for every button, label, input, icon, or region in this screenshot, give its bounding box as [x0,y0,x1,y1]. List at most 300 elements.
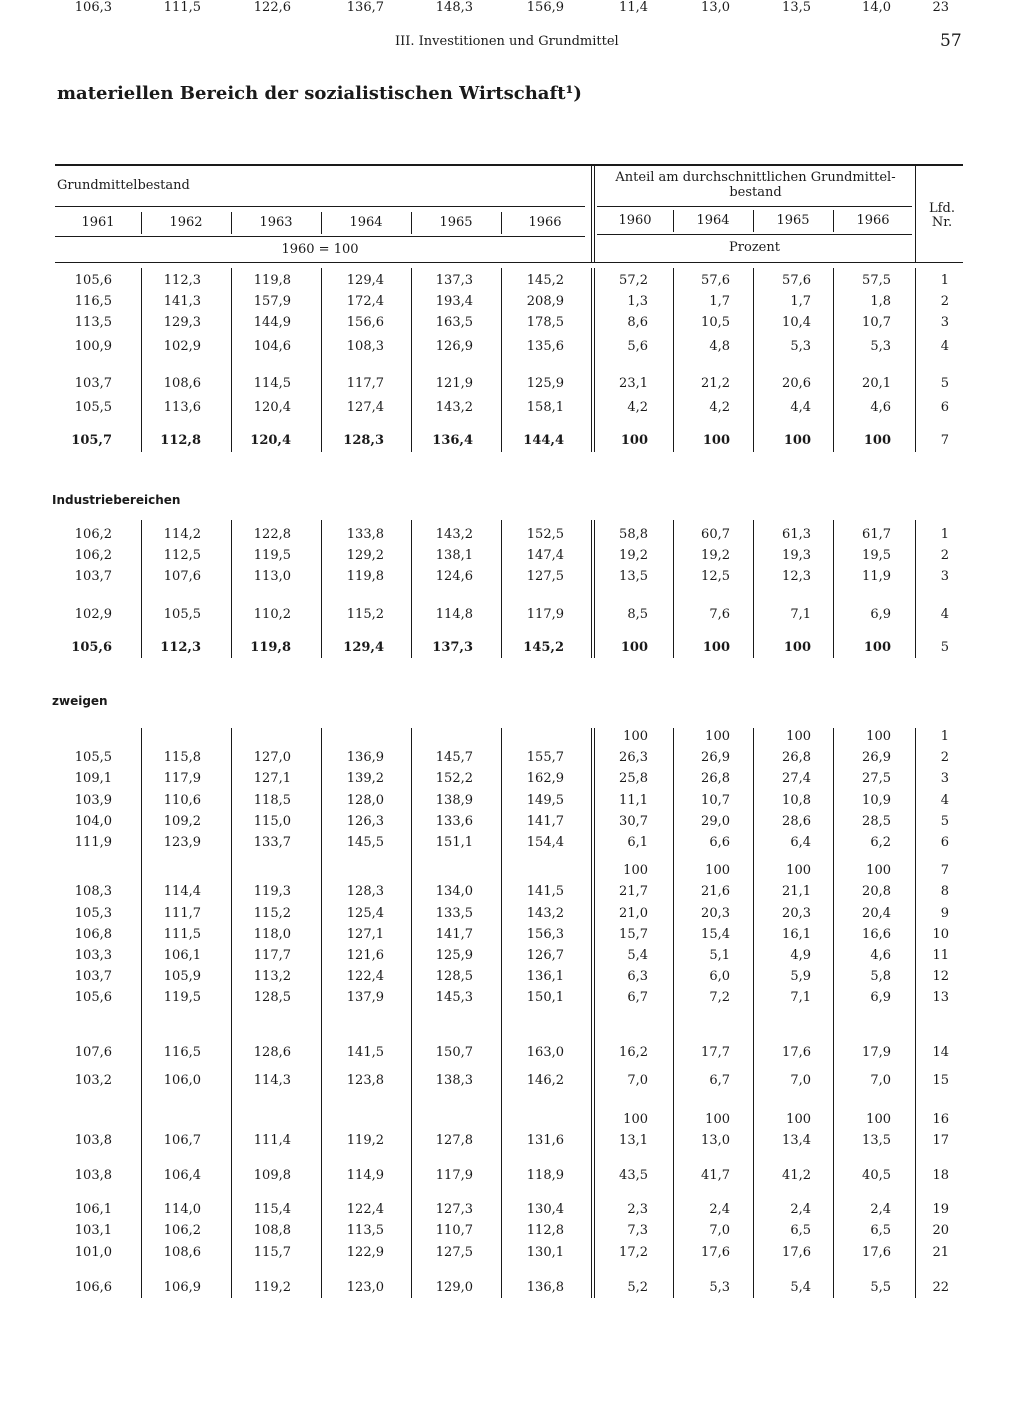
table-cell: 61,7 [862,527,891,542]
row-number: 1 [940,527,949,542]
table-cell: 115,8 [163,750,201,765]
table-cell: 100 [863,640,891,655]
table-cell: 2,3 [627,1202,648,1217]
table-cell: 126,7 [526,948,564,963]
table-cell: 111,4 [253,1133,291,1148]
table-cell: 136,9 [346,750,384,765]
table-cell: 106,9 [163,1280,201,1295]
table-row [0,527,1024,545]
table-cell: 149,5 [526,793,564,808]
table-cell: 109,1 [74,771,112,786]
table-cell: 145,3 [435,990,473,1005]
table-cell: 121,6 [346,948,384,963]
row-number: 6 [940,835,949,850]
table-cell: 120,4 [250,433,291,448]
table-cell: 129,0 [435,1280,473,1295]
table-cell: 127,8 [435,1133,473,1148]
table-cell: 150,1 [526,990,564,1005]
table-cell: 5,3 [709,1280,730,1295]
table-cell: 127,1 [346,927,384,942]
row-number: 7 [940,863,949,878]
row-number: 14 [932,1045,949,1060]
table-cell: 13,4 [782,1133,811,1148]
table-cell: 5,9 [790,969,811,984]
table-cell: 141,5 [526,884,564,899]
table-cell: 143,2 [435,400,473,415]
table-cell: 155,7 [526,750,564,765]
table-cell: 127,5 [435,1245,473,1260]
table-cell: 15,7 [619,927,648,942]
table-cell: 111,5 [163,0,201,15]
table-cell: 10,7 [701,793,730,808]
table-cell: 133,7 [253,835,291,850]
table-cell: 135,6 [526,339,564,354]
year-header: 1962 [169,215,203,230]
table-row [0,990,1024,1008]
table-cell: 163,0 [526,1045,564,1060]
table-cell: 20,3 [701,906,730,921]
table-cell: 114,3 [253,1073,291,1088]
table-cell: 100 [786,729,811,744]
table-cell: 6,2 [870,835,891,850]
table-cell: 100 [702,433,730,448]
row-number: 22 [932,1280,949,1295]
table-cell: 40,5 [862,1168,891,1183]
table-cell: 116,5 [74,294,112,309]
table-cell: 7,1 [790,990,811,1005]
table-cell: 156,9 [526,0,564,15]
table-cell: 14,0 [862,0,891,15]
table-row [0,906,1024,924]
table-cell: 17,6 [782,1245,811,1260]
table-row [0,433,1024,451]
table-cell: 13,0 [701,0,730,15]
table-cell: 111,7 [163,906,201,921]
table-cell: 6,9 [870,607,891,622]
table-cell: 117,7 [346,376,384,391]
table-cell: 138,3 [435,1073,473,1088]
table-cell: 103,3 [74,948,112,963]
table-cell: 121,9 [435,376,473,391]
table-cell: 103,7 [74,969,112,984]
table-cell: 129,4 [343,640,384,655]
table-cell: 156,3 [526,927,564,942]
row-number: 15 [932,1073,949,1088]
table-cell: 57,6 [782,273,811,288]
table-row [0,948,1024,966]
table-cell: 145,5 [346,835,384,850]
table-cell: 101,0 [74,1245,112,1260]
table-cell: 26,9 [701,750,730,765]
table-cell: 108,8 [253,1223,291,1238]
table-cell: 152,2 [435,771,473,786]
table-cell: 117,9 [163,771,201,786]
table-cell: 106,2 [74,527,112,542]
table-row [0,1133,1024,1151]
table-cell: 178,5 [526,315,564,330]
table-cell: 103,7 [74,376,112,391]
row-number: 19 [932,1202,949,1217]
year-header: 1966 [528,215,562,230]
table-cell: 102,9 [163,339,201,354]
table-cell: 1,7 [790,294,811,309]
row-number: 1 [940,273,949,288]
table-cell: 100 [702,640,730,655]
table-cell: 145,7 [435,750,473,765]
table-cell: 103,2 [74,1073,112,1088]
table-cell: 21,2 [701,376,730,391]
table-cell: 119,8 [253,273,291,288]
table-cell: 105,7 [71,433,112,448]
right-group-rule [597,206,912,207]
table-cell: 20,8 [862,884,891,899]
table-cell: 6,5 [790,1223,811,1238]
table-cell: 123,9 [163,835,201,850]
table-cell: 17,6 [862,1245,891,1260]
table-cell: 118,5 [253,793,291,808]
table-cell: 100 [786,863,811,878]
table-cell: 26,8 [701,771,730,786]
table-cell: 100 [786,1112,811,1127]
year-header: 1960 [618,213,652,228]
row-number: 21 [932,1245,949,1260]
table-cell: 123,8 [346,1073,384,1088]
row-number: 3 [940,315,949,330]
year-header: 1964 [696,213,730,228]
table-cell: 1,3 [627,294,648,309]
table-cell: 4,2 [709,400,730,415]
table-cell: 5,2 [627,1280,648,1295]
table-cell: 100 [705,1112,730,1127]
table-cell: 6,3 [627,969,648,984]
page-number: 57 [940,31,962,51]
table-cell: 122,6 [253,0,291,15]
table-cell: 13,1 [619,1133,648,1148]
table-cell: 2,4 [870,1202,891,1217]
table-row [0,1223,1024,1241]
table-cell: 127,4 [346,400,384,415]
table-cell: 115,2 [346,607,384,622]
table-cell: 12,3 [782,569,811,584]
table-cell: 10,5 [701,315,730,330]
table-cell: 125,9 [435,948,473,963]
table-row [0,0,1024,18]
table-cell: 4,9 [790,948,811,963]
table-cell: 106,3 [74,0,112,15]
table-cell: 141,5 [346,1045,384,1060]
table-row [0,1073,1024,1091]
table-cell: 136,7 [346,0,384,15]
table-cell: 128,5 [253,990,291,1005]
table-cell: 19,3 [782,548,811,563]
table-cell: 157,9 [253,294,291,309]
table-cell: 5,1 [709,948,730,963]
table-cell: 7,0 [627,1073,648,1088]
table-cell: 117,9 [435,1168,473,1183]
table-cell: 136,1 [526,969,564,984]
table-cell: 13,5 [782,0,811,15]
table-row [0,1245,1024,1263]
table-row [0,315,1024,333]
group-left-label: Grundmittelbestand [57,178,190,193]
table-cell: 105,5 [74,400,112,415]
table-cell: 13,5 [862,1133,891,1148]
row-number: 12 [932,969,949,984]
table-cell: 41,2 [782,1168,811,1183]
table-cell: 122,4 [346,1202,384,1217]
table-cell: 27,4 [782,771,811,786]
table-cell: 6,7 [627,990,648,1005]
table-row [0,729,1024,747]
year-header: 1961 [81,215,115,230]
table-cell: 107,6 [74,1045,112,1060]
table-cell: 114,0 [163,1202,201,1217]
table-cell: 7,0 [870,1073,891,1088]
table-cell: 137,9 [346,990,384,1005]
table-cell: 43,5 [619,1168,648,1183]
table-cell: 106,2 [74,548,112,563]
table-cell: 131,6 [526,1133,564,1148]
table-cell: 5,6 [627,339,648,354]
table-cell: 143,2 [435,527,473,542]
table-cell: 57,2 [619,273,648,288]
unit-label-right: Prozent [729,240,780,255]
table-cell: 100 [866,863,891,878]
table-cell: 10,9 [862,793,891,808]
table-cell: 154,4 [526,835,564,850]
table-cell: 172,4 [346,294,384,309]
table-cell: 26,3 [619,750,648,765]
table-cell: 6,9 [870,990,891,1005]
table-cell: 107,6 [163,569,201,584]
table-cell: 113,5 [74,315,112,330]
table-cell: 122,4 [346,969,384,984]
table-cell: 112,5 [163,548,201,563]
table-cell: 147,4 [526,548,564,563]
table-cell: 137,3 [435,273,473,288]
year-header: 1965 [776,213,810,228]
year-header: 1964 [349,215,383,230]
table-cell: 25,8 [619,771,648,786]
table-cell: 158,1 [526,400,564,415]
table-cell: 114,8 [435,607,473,622]
table-cell: 117,9 [526,607,564,622]
table-cell: 119,2 [253,1280,291,1295]
row-number: 2 [940,294,949,309]
row-number: 1 [940,729,949,744]
table-cell: 139,2 [346,771,384,786]
row-number: 17 [932,1133,949,1148]
table-cell: 127,0 [253,750,291,765]
table-row [0,969,1024,987]
table-cell: 129,2 [346,548,384,563]
table-cell: 138,9 [435,793,473,808]
table-cell: 105,9 [163,969,201,984]
table-cell: 113,5 [346,1223,384,1238]
table-cell: 58,8 [619,527,648,542]
table-cell: 103,7 [74,569,112,584]
table-cell: 20,4 [862,906,891,921]
table-cell: 26,8 [782,750,811,765]
row-number: 5 [940,640,949,655]
table-cell: 17,2 [619,1245,648,1260]
table-cell: 110,2 [253,607,291,622]
table-cell: 130,1 [526,1245,564,1260]
table-cell: 156,6 [346,315,384,330]
table-cell: 26,9 [862,750,891,765]
row-number: 4 [940,793,949,808]
table-cell: 100 [623,863,648,878]
table-cell: 109,2 [163,814,201,829]
table-cell: 148,3 [435,0,473,15]
table-row [0,750,1024,768]
table-cell: 106,1 [163,948,201,963]
table-cell: 6,0 [709,969,730,984]
table-row [0,814,1024,832]
section-heading-industry: Industriebereichen [52,493,181,507]
table-cell: 120,4 [253,400,291,415]
table-cell: 141,7 [435,927,473,942]
table-row [0,548,1024,566]
table-cell: 108,3 [74,884,112,899]
table-row [0,1280,1024,1298]
table-cell: 134,0 [435,884,473,899]
table-cell: 128,3 [346,884,384,899]
table-cell: 6,4 [790,835,811,850]
table-cell: 138,1 [435,548,473,563]
table-cell: 108,6 [163,1245,201,1260]
table-cell: 1,8 [870,294,891,309]
table-cell: 100 [620,640,648,655]
table-cell: 6,5 [870,1223,891,1238]
table-cell: 21,6 [701,884,730,899]
table-cell: 106,2 [163,1223,201,1238]
year-rule-left [55,236,585,237]
table-cell: 144,4 [523,433,564,448]
table-row [0,884,1024,902]
table-cell: 141,3 [163,294,201,309]
group-right-label-line1: Anteil am durchschnittlichen Grundmittel- [615,170,896,185]
table-cell: 115,2 [253,906,291,921]
table-cell: 118,0 [253,927,291,942]
table-cell: 119,8 [346,569,384,584]
table-row [0,1202,1024,1220]
table-cell: 112,3 [160,640,201,655]
table-cell: 105,6 [74,990,112,1005]
table-cell: 127,5 [526,569,564,584]
year-header: 1965 [439,215,473,230]
table-cell: 13,0 [701,1133,730,1148]
table-cell: 100,9 [74,339,112,354]
table-cell: 10,8 [782,793,811,808]
table-cell: 118,9 [526,1168,564,1183]
header-bottom-rule [55,262,963,263]
lfd-label-line2: Nr. [931,215,953,230]
table-cell: 5,3 [870,339,891,354]
table-cell: 115,4 [253,1202,291,1217]
table-cell: 6,1 [627,835,648,850]
table-cell: 104,0 [74,814,112,829]
table-cell: 116,5 [163,1045,201,1060]
table-cell: 119,2 [346,1133,384,1148]
table-cell: 128,6 [253,1045,291,1060]
table-cell: 100 [623,729,648,744]
table-cell: 117,7 [253,948,291,963]
row-number: 3 [940,569,949,584]
table-cell: 8,6 [627,315,648,330]
table-cell: 20,6 [782,376,811,391]
table-row [0,835,1024,853]
table-cell: 122,9 [346,1245,384,1260]
table-cell: 20,3 [782,906,811,921]
table-cell: 119,5 [253,548,291,563]
table-cell: 111,9 [74,835,112,850]
table-cell: 151,1 [435,835,473,850]
table-cell: 21,7 [619,884,648,899]
table-cell: 143,2 [526,906,564,921]
table-row [0,793,1024,811]
row-number: 18 [932,1168,949,1183]
table-cell: 17,9 [862,1045,891,1060]
table-cell: 113,6 [163,400,201,415]
row-number: 13 [932,990,949,1005]
table-cell: 5,3 [790,339,811,354]
table-row [0,927,1024,945]
table-cell: 130,4 [526,1202,564,1217]
table-cell: 119,8 [250,640,291,655]
table-cell: 4,8 [709,339,730,354]
row-number: 16 [932,1112,949,1127]
table-cell: 100 [863,433,891,448]
table-cell: 133,8 [346,527,384,542]
table-cell: 2,4 [709,1202,730,1217]
table-cell: 1,7 [709,294,730,309]
lfd-separator [915,166,916,262]
table-cell: 103,9 [74,793,112,808]
row-number: 8 [940,884,949,899]
table-cell: 13,5 [619,569,648,584]
table-cell: 100 [783,433,811,448]
table-cell: 8,5 [627,607,648,622]
table-cell: 150,7 [435,1045,473,1060]
table-cell: 15,4 [701,927,730,942]
table-cell: 144,9 [253,315,291,330]
table-cell: 61,3 [782,527,811,542]
table-cell: 4,4 [790,400,811,415]
table-cell: 19,2 [701,548,730,563]
table-cell: 11,4 [619,0,648,15]
table-cell: 2,4 [790,1202,811,1217]
table-cell: 57,5 [862,273,891,288]
table-cell: 7,6 [709,607,730,622]
table-cell: 7,3 [627,1223,648,1238]
table-cell: 7,1 [790,607,811,622]
table-cell: 108,6 [163,376,201,391]
table-cell: 104,6 [253,339,291,354]
row-number: 2 [940,548,949,563]
table-cell: 114,4 [163,884,201,899]
table-cell: 11,1 [619,793,648,808]
table-cell: 137,3 [432,640,473,655]
table-cell: 113,2 [253,969,291,984]
lfd-label-line1: Lfd. [929,201,955,216]
section-heading-branches: zweigen [52,694,108,708]
table-cell: 106,1 [74,1202,112,1217]
table-cell: 145,2 [523,640,564,655]
row-number: 5 [940,814,949,829]
table-cell: 128,0 [346,793,384,808]
table-cell: 19,2 [619,548,648,563]
